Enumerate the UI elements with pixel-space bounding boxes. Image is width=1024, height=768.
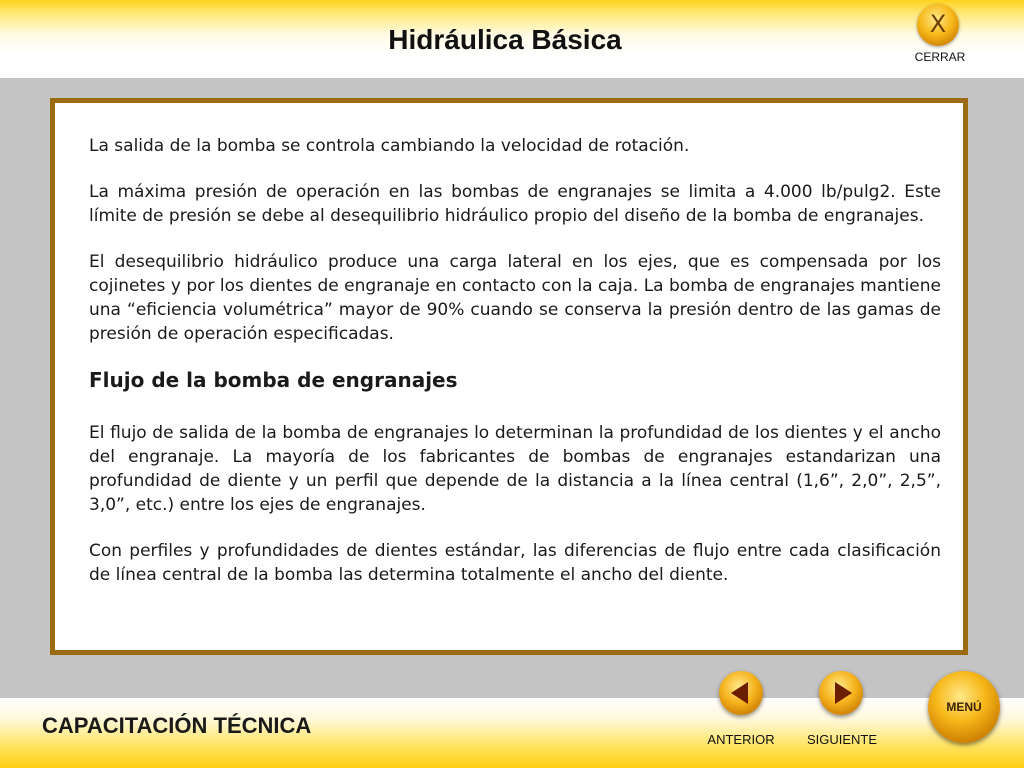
next-button[interactable]	[819, 671, 863, 715]
paragraph-max-pressure: La máxima presión de operación en las bombas de engranajes se limita a 4.000 lb/pulg2. Este límite de presión se debe al desequilibrio hidráulico propio del diseño de la bomba de engranajes.	[89, 182, 941, 226]
arrow-right-icon	[819, 671, 863, 715]
header-bar	[0, 0, 1024, 78]
close-label: CERRAR	[914, 50, 966, 64]
paragraph-standard-profiles: Con perfiles y profundidades de dientes estándar, las diferencias de flujo entre cada clasificación de línea central de la bomba las determina totalmente el ancho del diente.	[89, 541, 941, 585]
previous-label: ANTERIOR	[707, 732, 775, 747]
paragraph-hydraulic-imbalance: El desequilibrio hidráulico produce una carga lateral en los ejes, que es compensada por los cojinetes y por los dientes de engranaje en contacto con la caja. La bomba de engranajes mantiene una “eficiencia volumétrica” mayor de 90% cuando se conserva la presión dentro de las gamas de presión de operación especificadas.	[89, 252, 941, 344]
paragraph-pump-output: La salida de la bomba se controla cambiando la velocidad de rotación.	[89, 136, 690, 156]
page-title: Hidráulica Básica	[388, 24, 622, 55]
paragraph-output-flow: El flujo de salida de la bomba de engranajes lo determinan la profundidad de los dientes y el ancho del engranaje. La mayoría de los fabricantes de bombas de engranajes estandarizan una profundidad de diente y un perfil que depende de la distancia a la línea central (1,6”, 2,0”, 2,5”, 3,0”, etc.) entre los ejes de engranajes.	[89, 423, 941, 515]
content-panel	[50, 98, 968, 655]
menu-label: MENÚ	[946, 700, 982, 714]
close-button[interactable]	[917, 4, 959, 46]
next-label: SIGUIENTE	[806, 732, 878, 747]
brand-title: CAPACITACIÓN TÉCNICA	[42, 713, 312, 738]
menu-button[interactable]	[928, 671, 1000, 743]
close-icon: X	[929, 10, 947, 38]
section-heading: Flujo de la bomba de engranajes	[89, 368, 458, 392]
content-body	[89, 134, 941, 609]
arrow-left-icon	[719, 671, 763, 715]
previous-button[interactable]	[719, 671, 763, 715]
